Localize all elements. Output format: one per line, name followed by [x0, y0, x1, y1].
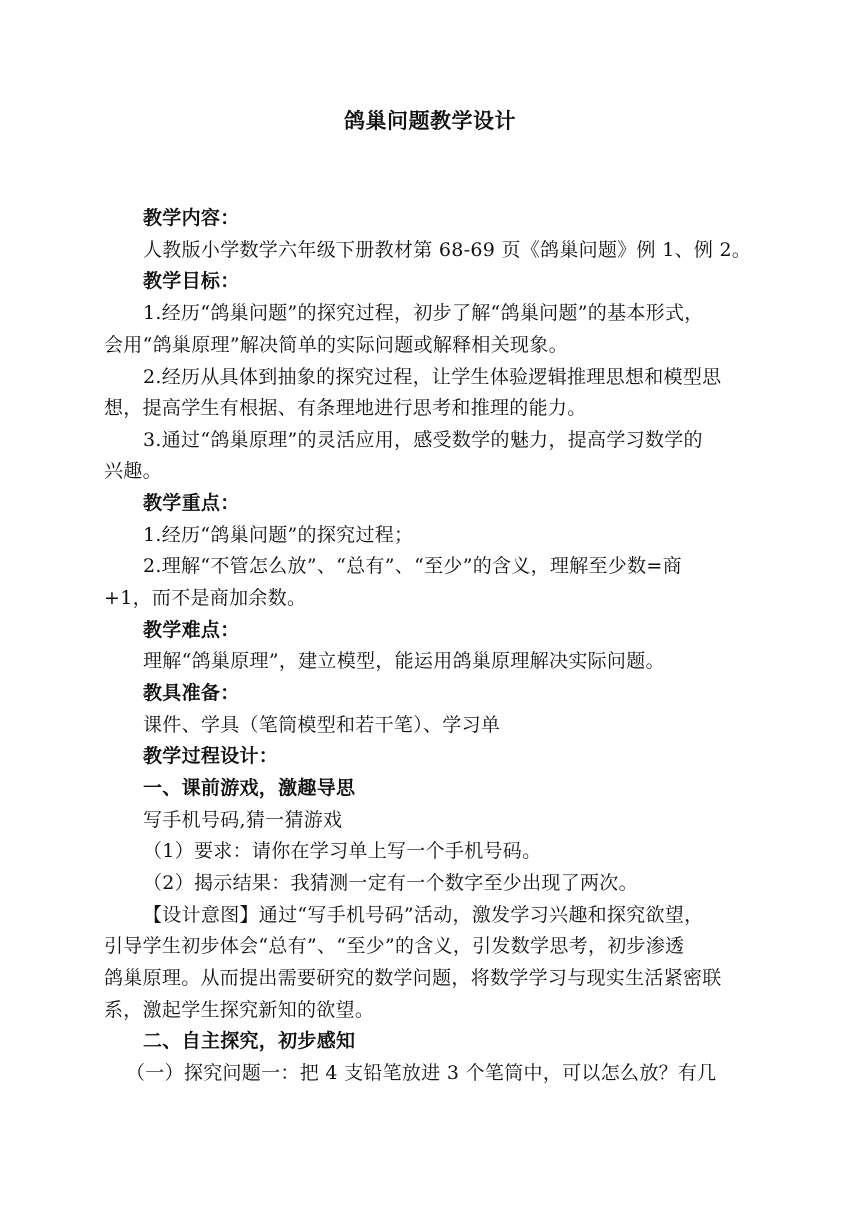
paragraph-line: +1，而不是商加余数。	[104, 587, 307, 609]
paragraph-line: 理解“鸽巢原理”，建立模型，能运用鸽巢原理解决实际问题。	[143, 650, 665, 672]
document-title: 鸽巢问题教学设计	[344, 109, 516, 133]
paragraph-line: 2.经历从具体到抽象的探究过程，让学生体验逻辑推理思想和模型思	[143, 366, 722, 388]
heading-teaching-content: 教学内容：	[143, 207, 240, 229]
section-heading-2: 二、自主探究，初步感知	[143, 1030, 356, 1052]
paragraph-line: 1.经历“鸽巢问题”的探究过程，初步了解“鸽巢问题”的基本形式，	[143, 302, 704, 324]
paragraph-line: 人教版小学数学六年级下册教材第 68-69 页《鸽巢问题》例 1、例 2。	[143, 239, 752, 261]
paragraph-line: 1.经历“鸽巢问题”的探究过程；	[143, 524, 414, 546]
heading-difficulties: 教学难点：	[143, 619, 240, 641]
paragraph-line: （1）要求：请你在学习单上写一个手机号码。	[143, 840, 542, 862]
paragraph-line: 2.理解“不管怎么放”、“总有”、“至少”的含义，理解至少数=商	[143, 555, 682, 577]
heading-process-design: 教学过程设计：	[143, 745, 279, 767]
paragraph-line: 3.通过“鸽巢原理”的灵活应用，感受数学的魅力，提高学习数学的	[143, 429, 703, 451]
paragraph-line: （一）探究问题一：把 4 支铅笔放进 3 个笔筒中，可以怎么放？有几	[126, 1062, 717, 1084]
paragraph-line: 写手机号码,猜一猜游戏	[143, 809, 343, 831]
paragraph-line: 兴趣。	[104, 460, 162, 482]
paragraph-line: 课件、学具（笔筒模型和若干笔）、学习单	[143, 714, 501, 736]
paragraph-line: （2）揭示结果：我猜测一定有一个数字至少出现了两次。	[143, 872, 638, 894]
paragraph-line: 会用“鸽巢原理”解决简单的实际问题或解释相关现象。	[104, 334, 568, 356]
section-heading-1: 一、课前游戏，激趣导思	[143, 777, 356, 799]
paragraph-line: 系，激起学生探究新知的欲望。	[104, 999, 375, 1021]
heading-teaching-goals: 教学目标：	[143, 270, 240, 292]
paragraph-line: 引导学生初步体会“总有”、“至少”的含义，引发数学思考，初步渗透	[104, 935, 685, 957]
paragraph-line: 鸽巢原理。从而提出需要研究的数学问题，将数学学习与现实生活紧密联	[104, 967, 722, 989]
paragraph-line: 【设计意图】通过“写手机号码”活动，激发学习兴趣和探究欲望，	[143, 904, 704, 926]
paragraph-line: 想，提高学生有根据、有条理地进行思考和推理的能力。	[104, 397, 587, 419]
heading-teaching-aids: 教具准备：	[143, 682, 240, 704]
heading-key-points: 教学重点：	[143, 492, 240, 514]
